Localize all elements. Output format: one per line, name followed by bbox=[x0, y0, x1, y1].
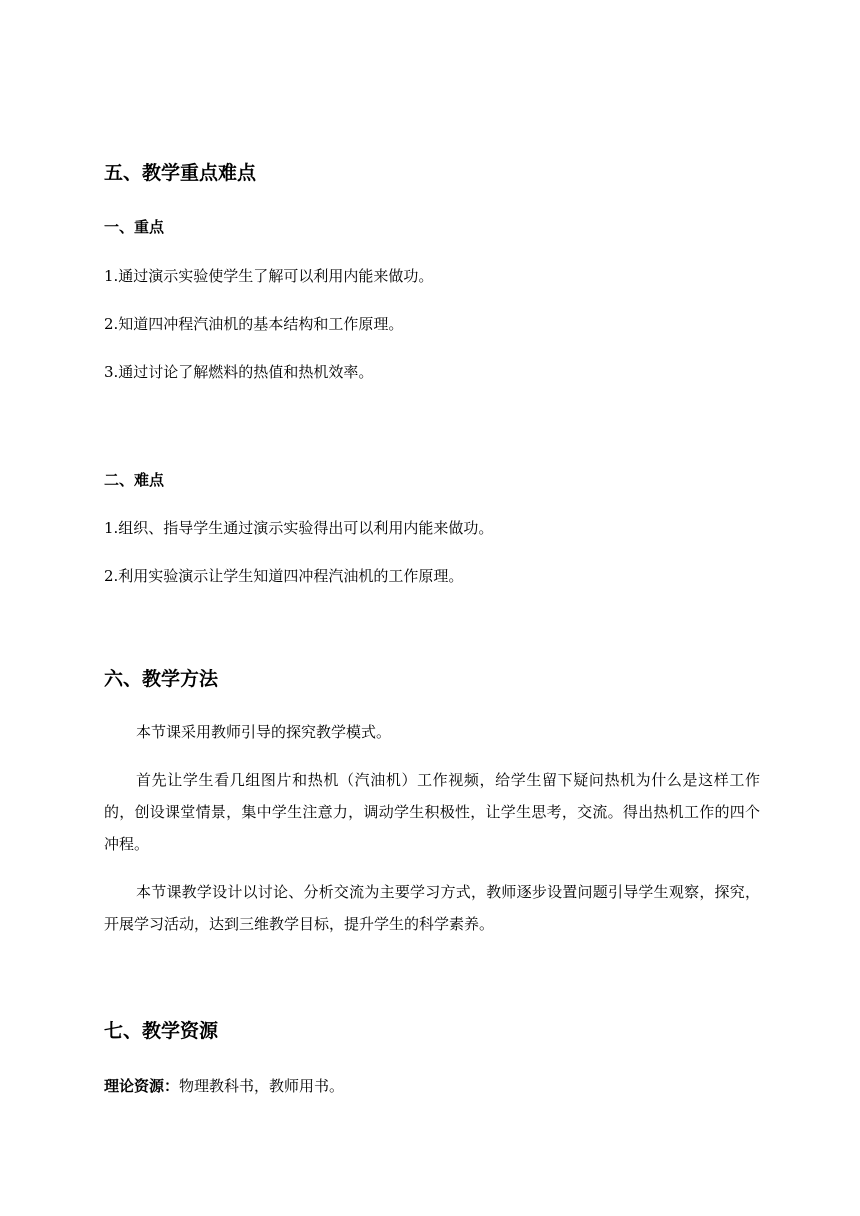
section-7-title: 七、教学资源 bbox=[104, 1020, 219, 1042]
difficulties-heading: 二、难点 bbox=[104, 471, 165, 489]
theory-resources-value: 物理教科书，教师用书。 bbox=[179, 1077, 345, 1095]
method-paragraph-3: 本节课教学设计以讨论、分析交流为主要学习方式，教师逐步设置问题引导学生观察，探究，开展学习活动，达到三维教学目标，提升学生的科学素养。 bbox=[104, 883, 760, 933]
key-points-heading: 一、重点 bbox=[104, 218, 165, 236]
difficulty-2: 2.利用实验演示让学生知道四冲程汽油机的工作原理。 bbox=[104, 567, 464, 585]
theory-resources-label: 理论资源： bbox=[104, 1077, 180, 1095]
key-point-1: 1.通过演示实验使学生了解可以利用内能来做功。 bbox=[104, 267, 434, 285]
section-5-title: 五、教学重点难点 bbox=[104, 162, 257, 184]
method-paragraph-2: 首先让学生看几组图片和热机（汽油机）工作视频，给学生留下疑问热机为什么是这样工作的，创设课堂情景，集中学生注意力，调动学生积极性，让学生思考，交流。得出热机工作的四个冲程。 bbox=[104, 771, 760, 853]
method-paragraph-1: 本节课采用教师引导的探究教学模式。 bbox=[136, 723, 392, 741]
key-point-2: 2.知道四冲程汽油机的基本结构和工作原理。 bbox=[104, 315, 404, 333]
theory-resources bbox=[104, 1075, 344, 1097]
key-point-3: 3.通过讨论了解燃料的热值和热机效率。 bbox=[104, 363, 374, 381]
section-6-title: 六、教学方法 bbox=[104, 668, 219, 690]
difficulty-1: 1.组织、指导学生通过演示实验得出可以利用内能来做功。 bbox=[104, 519, 494, 537]
